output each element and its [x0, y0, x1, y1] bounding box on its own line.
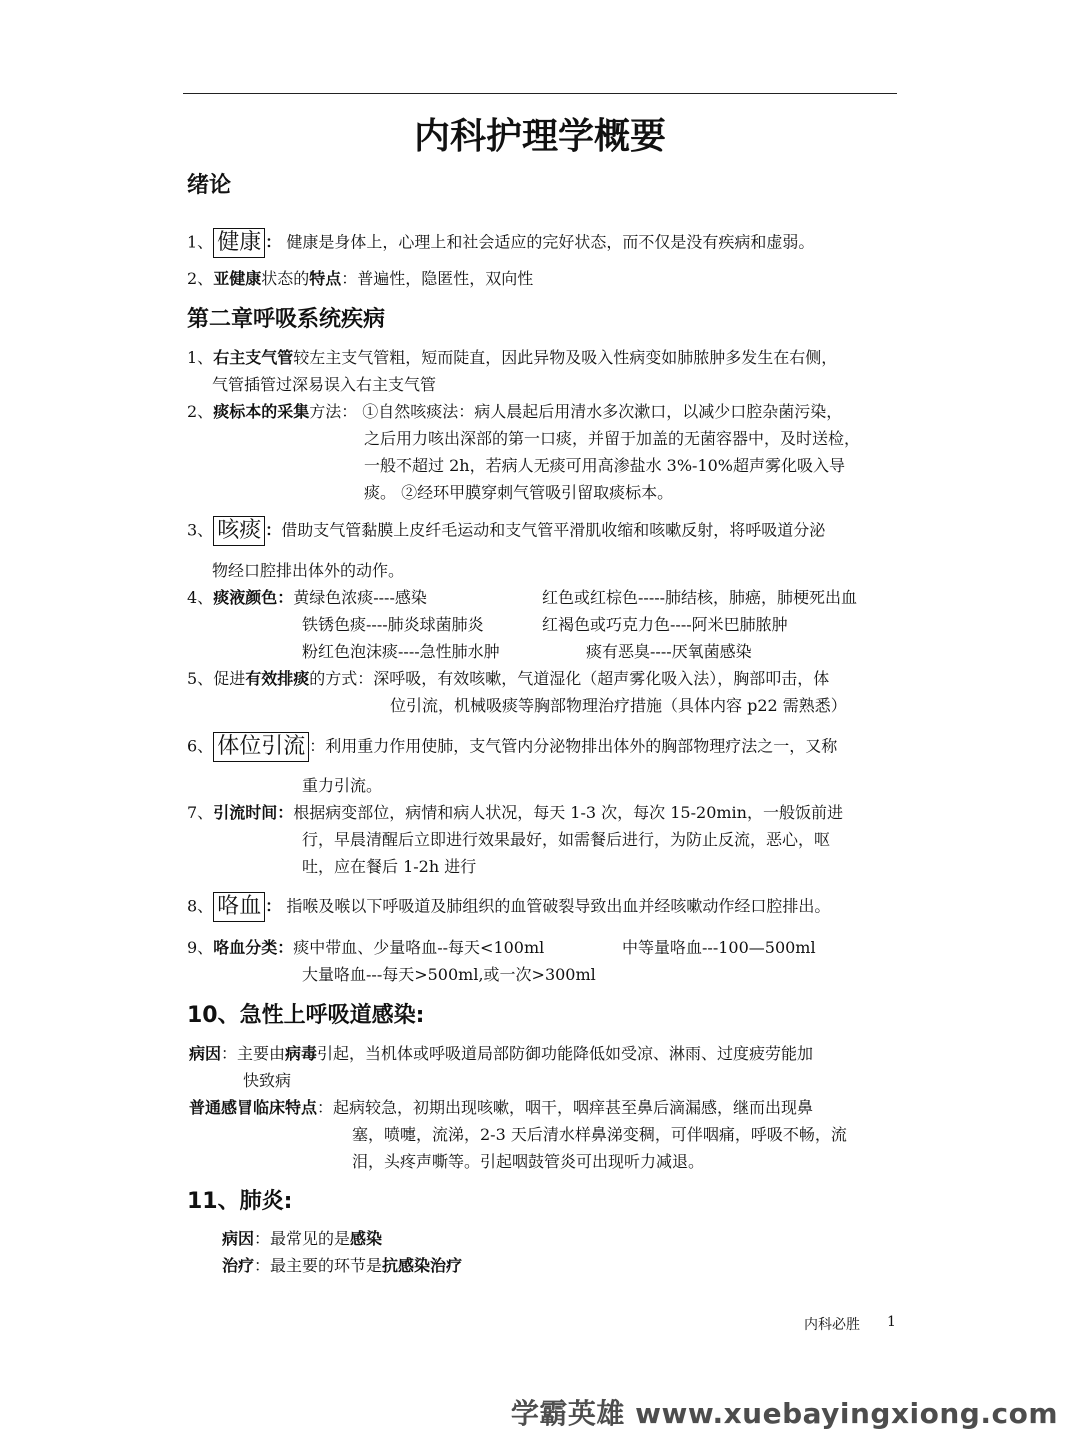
color-a3: 粉红色泡沫痰----急性肺水肿	[302, 642, 500, 661]
intro-item-2	[187, 266, 533, 289]
term-infection: 感染	[350, 1229, 383, 1248]
ch2-item-2-line-3: 一般不超过 2h，若病人无痰可用高渗盐水 3%-10%超声雾化吸入导	[364, 456, 846, 475]
label-cause: 病因	[222, 1229, 255, 1248]
term-hemoptysis-class: 咯血分类	[213, 938, 278, 957]
term-anti-infection: 抗感染治疗	[382, 1256, 463, 1275]
term-colon: ：	[265, 520, 282, 540]
section-heading-ch2: 第二章呼吸系统疾病	[187, 307, 386, 332]
treat-pre: ：最主要的环节是	[254, 1256, 383, 1275]
s11-cause	[222, 1226, 382, 1249]
item-text: 根据病变部位，病情和病人状况，每天 1-3 次，每次 15-20min，一般饭前进	[293, 803, 843, 822]
s10-cause-line-2: 快致病	[243, 1071, 292, 1090]
item-text: ：利用重力作用使肺，支气管内分泌物排出体外的胸部物理疗法之一，又称	[309, 736, 838, 756]
term-colon: ：	[265, 896, 282, 916]
class-a1: 痰中带血、少量咯血--每天<100ml	[293, 938, 545, 957]
label-cause: 病因	[189, 1044, 222, 1063]
s10-cold-line-2: 塞，喷嚏，流涕，2-3 天后清水样鼻涕变稠，可伴咽痛，呼吸不畅，流	[352, 1125, 847, 1144]
ch2-item-6	[187, 732, 837, 762]
cause-text: 引起，当机体或呼吸道局部防御功能降低如受凉、淋雨、过度疲劳能加	[317, 1044, 814, 1063]
ch2-item-9	[187, 935, 544, 958]
item-number: 4、	[187, 588, 214, 607]
term-drainage-time: 引流时间	[213, 803, 278, 822]
class-b1: 中等量咯血---100—500ml	[622, 938, 816, 957]
ch2-item-5-line-2: 位引流，机械吸痰等胸部物理治疗措施（具体内容 p22 需熟悉）	[390, 696, 847, 715]
color-b1: 红色或红棕色-----肺结核，肺癌，肺梗死出血	[542, 588, 858, 607]
color-a2: 铁锈色痰----肺炎球菌肺炎	[302, 615, 484, 634]
item-text: 较左主支气管粗，短而陡直，因此异物及吸入性病变如肺脓肿多发生在右侧，	[293, 348, 838, 367]
item-number: 1、	[187, 232, 214, 252]
term-right-bronchus: 右主支气管	[213, 348, 294, 367]
term-colon: ：	[265, 232, 282, 252]
ch2-item-2	[187, 399, 842, 422]
item-number: 6、	[187, 736, 214, 756]
ch2-item-7-line-3: 吐，应在餐后 1-2h 进行	[302, 857, 477, 876]
ch2-item-6-line-2: 重力引流。	[302, 776, 383, 795]
ch2-item-3-line-2: 物经口腔排出体外的动作。	[212, 561, 405, 580]
header-rule	[183, 93, 897, 94]
s10-cold	[189, 1095, 813, 1118]
cold-text: ：起病较急，初期出现咳嗽，咽干，咽痒甚至鼻后滴漏感，继而出现鼻	[317, 1098, 814, 1117]
color-b2: 红褐色或巧克力色----阿米巴肺脓肿	[542, 615, 788, 634]
definition-text: 健康是身体上，心理上和社会适应的完好状态，而不仅是没有疾病和虚弱。	[286, 232, 815, 252]
item-text: 方法： ①自然咳痰法：病人晨起后用清水多次漱口，以减少口腔杂菌污染，	[309, 402, 843, 421]
s10-cause	[189, 1041, 813, 1064]
page-number: 1	[887, 1314, 896, 1330]
section-heading-10: 10、急性上呼吸道感染:	[187, 1003, 425, 1028]
item-number: 1、	[187, 348, 214, 367]
color-b3: 痰有恶臭----厌氧菌感染	[586, 642, 752, 661]
term-box-hemoptysis: 咯血	[213, 892, 265, 922]
item-number: 3、	[187, 520, 214, 540]
item-text: 借助支气管黏膜上皮纤毛运动和支气管平滑肌收缩和咳嗽反射，将呼吸道分泌	[281, 520, 826, 540]
ch2-item-1	[187, 345, 837, 368]
term-mid: 状态的	[261, 269, 310, 288]
label-treatment: 治疗	[222, 1256, 255, 1275]
label-cold-features: 普通感冒临床特点	[189, 1098, 318, 1117]
ch2-item-3	[187, 516, 825, 546]
item-pre: 促进	[213, 669, 246, 688]
ch2-item-8	[187, 892, 830, 922]
term-virus: 病毒	[285, 1044, 318, 1063]
term-sputum-collection: 痰标本的采集	[213, 402, 310, 421]
intro-item-1	[187, 228, 814, 258]
color-a1: 黄绿色浓痰----感染	[293, 588, 427, 607]
ch2-item-7-line-2: 行，早晨清醒后立即进行效果最好，如需餐后进行，为防止反流，恶心，呕	[302, 830, 831, 849]
item-number: 9、	[187, 938, 214, 957]
ch2-item-1-line-2: 气管插管过深易误入右主支气管	[212, 375, 437, 394]
term-features: 特点	[309, 269, 342, 288]
item-number: 2、	[187, 269, 214, 288]
item-number: 8、	[187, 896, 214, 916]
term-colon: ：	[277, 588, 294, 607]
term-box-health: 健康	[213, 228, 265, 258]
item-number: 7、	[187, 803, 214, 822]
ch2-item-5	[187, 666, 829, 689]
section-heading-11: 11、肺炎:	[187, 1189, 293, 1214]
cause-pre: ：主要由	[221, 1044, 286, 1063]
term-sputum-color: 痰液颜色	[213, 588, 278, 607]
term-box-cough: 咳痰	[213, 516, 265, 546]
s11-treatment	[222, 1253, 462, 1276]
item-number: 5、	[187, 669, 214, 688]
ch2-item-4	[187, 585, 427, 608]
item-text: 指喉及喉以下呼吸道及肺组织的血管破裂导致出血并经咳嗽动作经口腔排出。	[286, 896, 831, 916]
ch2-item-7	[187, 800, 843, 823]
item-number: 2、	[187, 402, 214, 421]
ch2-item-2-line-4: 痰。 ②经环甲膜穿刺气管吸引留取痰标本。	[364, 483, 674, 502]
s10-cold-line-3: 泪，头疼声嘶等。引起咽鼓管炎可出现听力减退。	[352, 1152, 705, 1171]
term-colon: ：	[277, 803, 294, 822]
features-text: ：普遍性，隐匿性，双向性	[341, 269, 534, 288]
term-colon: ：	[277, 938, 294, 957]
cause-pre: ：最常见的是	[254, 1229, 351, 1248]
section-heading-intro: 绪论	[187, 173, 232, 198]
term-subhealth: 亚健康	[213, 269, 262, 288]
term-box-postural-drainage: 体位引流	[213, 732, 309, 762]
ch2-item-2-line-2: 之后用力咳出深部的第一口痰，并留于加盖的无菌容器中，及时送检，	[364, 429, 861, 448]
item-text: 的方式：深呼吸，有效咳嗽，气道湿化（超声雾化吸入法），胸部叩击，体	[309, 669, 830, 688]
page-title: 内科护理学概要	[413, 116, 666, 157]
footer-label: 内科必胜	[804, 1317, 860, 1333]
term-effective-expectoration: 有效排痰	[245, 669, 310, 688]
watermark: 学霸英雄 www.xuebayingxiong.com	[510, 1397, 1058, 1430]
ch2-item-9-line-2: 大量咯血---每天>500ml,或一次>300ml	[302, 965, 596, 984]
